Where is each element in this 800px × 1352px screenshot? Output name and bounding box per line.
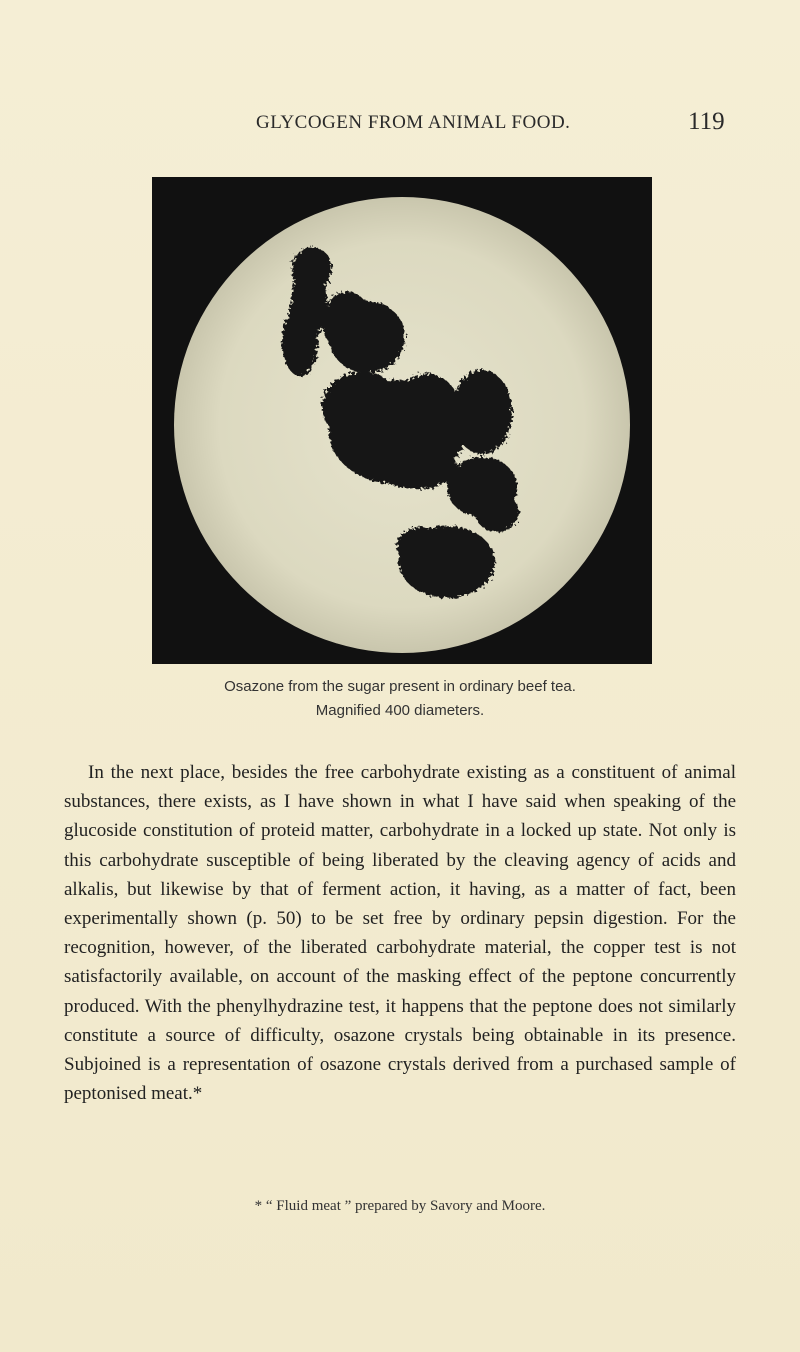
body-paragraph [64, 758, 736, 1108]
microscope-field-illustration [152, 177, 652, 664]
running-title: GLYCOGEN FROM ANIMAL FOOD. [256, 112, 571, 133]
running-head [0, 108, 800, 142]
body-paragraph-text: In the next place, besides the free carbohydrate existing as a constituent of animal substances, there exists, as I have shown in what I have said when speaking of the glucoside constitution of proteid matter, carbohydrate in a locked up state. Not only is this carbohydrate susceptible of being liberated by the cleaving agency of acids and alkalis, but likewise by that of ferment action, it having, as a matter of fact, been experimentally shown (p. 50) to be set free by ordinary pepsin digestion. For the recognition, however, of the liberated carbohydrate material, the copper test is not satisfactorily available, on account of the masking effect of the peptone concurrently produced. With the phenylhydrazine test, it happens that the peptone does not similarly constitute a source of difficulty, osazone crystals being obtainable in its presence. Subjoined is a representation of osazone crystals derived from a purchased sample of peptonised meat.* [64, 762, 736, 1105]
page-number: 119 [688, 108, 725, 135]
microscope-plate [152, 177, 652, 664]
figure-caption-line-2: Magnified 400 diameters. [315, 702, 485, 719]
footnote: * “ Fluid meat ” prepared by Savory and Moore. [254, 1198, 546, 1214]
figure-caption-line-1: Osazone from the sugar present in ordinary beef tea. [224, 678, 576, 695]
